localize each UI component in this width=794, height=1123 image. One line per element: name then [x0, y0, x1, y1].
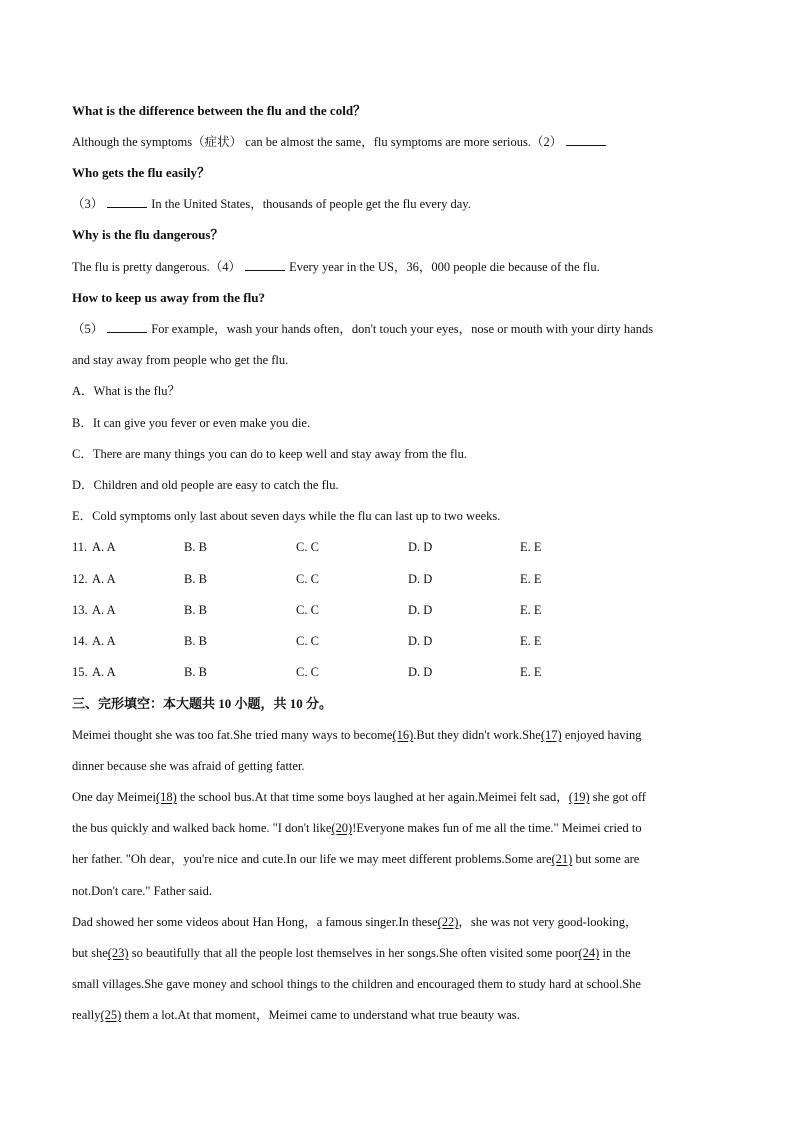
- choice-c[interactable]: C. C: [296, 540, 319, 554]
- answer-blank-5: [107, 320, 147, 333]
- cloze-p2-line3: her father. "Oh dear，you're nice and cute.In our life we may meet different problems.Some are(21) but some are: [72, 852, 640, 866]
- choice-a[interactable]: A. A: [92, 665, 116, 679]
- cloze-p2-line2: the bus quickly and walked back home. "I don't like(20)!Everyone makes fun of me all the time." Meimei cried to: [72, 821, 642, 835]
- blank-23[interactable]: (23): [107, 946, 129, 960]
- paragraph-how-line2: and stay away from people who get the flu.: [72, 353, 289, 367]
- choice-b[interactable]: B. B: [184, 634, 207, 648]
- option-a: A．What is the flu？: [72, 384, 180, 398]
- cloze-p3-line3: small villages.She gave money and school things to the children and encouraged them to study hard at school.She: [72, 977, 641, 991]
- cloze-p2-line1: One day Meimei(18) the school bus.At that time some boys laughed at her again.Meimei felt sad，(19) she got off: [72, 790, 646, 804]
- paragraph-why: The flu is pretty dangerous.（4） Every year in the US，36，000 people die because of the flu.: [72, 260, 600, 274]
- blank-21[interactable]: (21): [551, 852, 573, 866]
- blank-24[interactable]: (24): [578, 946, 600, 960]
- blank-18[interactable]: (18): [156, 790, 177, 804]
- choice-b[interactable]: B. B: [184, 603, 207, 617]
- choice-a[interactable]: A. A: [92, 634, 116, 648]
- option-b: B．It can give you fever or even make you die.: [72, 416, 311, 430]
- blank-22[interactable]: (22): [437, 915, 459, 929]
- cloze-p2-line4: not.Don't care." Father said.: [72, 884, 212, 898]
- choice-c[interactable]: C. C: [296, 603, 319, 617]
- choice-d[interactable]: D. D: [408, 540, 433, 554]
- choice-a[interactable]: A. A: [92, 540, 116, 554]
- cloze-p3-line1: Dad showed her some videos about Han Hong，a famous singer.In these(22)，she was not very good-looking，: [72, 915, 638, 929]
- paragraph-who: （3） In the United States，thousands of people get the flu every day.: [72, 197, 471, 211]
- choice-a[interactable]: A. A: [92, 572, 116, 586]
- blank-16[interactable]: (16): [392, 728, 414, 742]
- answer-blank-4: [245, 258, 285, 271]
- choice-d[interactable]: D. D: [408, 665, 433, 679]
- choice-c[interactable]: C. C: [296, 572, 319, 586]
- choice-c[interactable]: C. C: [296, 665, 319, 679]
- choice-d[interactable]: D. D: [408, 572, 433, 586]
- option-e: E．Cold symptoms only last about seven days while the flu can last up to two weeks.: [72, 509, 501, 523]
- choice-e[interactable]: E. E: [520, 572, 542, 586]
- cloze-p1-line2: dinner because she was afraid of getting fatter.: [72, 759, 305, 773]
- question-heading-how: How to keep us away from the flu?: [72, 290, 265, 305]
- cloze-p3-line4: really(25) them a lot.At that moment，Meimei came to understand what true beauty was.: [72, 1008, 520, 1022]
- choice-c[interactable]: C. C: [296, 634, 319, 648]
- option-c: C．There are many things you can do to keep well and stay away from the flu.: [72, 447, 468, 461]
- option-d: D．Children and old people are easy to catch the flu.: [72, 478, 339, 492]
- question-heading-why: Why is the flu dangerous？: [72, 227, 224, 242]
- choice-e[interactable]: E. E: [520, 634, 542, 648]
- choice-e[interactable]: E. E: [520, 603, 542, 617]
- choice-e[interactable]: E. E: [520, 540, 542, 554]
- paragraph-how-line1: （5） For example，wash your hands often，don't touch your eyes，nose or mouth with your dirty hands: [72, 322, 654, 336]
- paragraph-difference: Although the symptoms（症状） can be almost the same，flu symptoms are more serious.（2）: [72, 132, 610, 152]
- choice-a[interactable]: A. A: [92, 603, 116, 617]
- choice-b[interactable]: B. B: [184, 665, 207, 679]
- document-page: What is the difference between the flu and the cold？ Although the symptoms（症状） can be almost the same，flu symptoms are more serious.（2） Who gets the flu easily？ （3） In the United States，thousands of people get the flu every day. Why is the flu dangerous？ The flu is pretty dangerous.（4） Every year in the US，36，000 people die because of the flu. How to keep us away from the flu? （5） For example，wash your hands often，don't touch your eyes，nose or mouth with your dirty hands and stay away from people who get the flu. A．What is the flu？ B．It can give you fever or even make you die. C．There are many things you can do to keep well and stay away from the flu. D．Children and old people are easy to catch the flu. E．Cold symptoms only last about seven days while the flu can last up to two weeks. 11. A. A B. B C. C D. D E. E 12. A. A B. B C. C D. D E. E 13. A. A B. B C. C D. D E. E 14. A. A B. B C. C D. D E. E 15. A. A B. B C. C D. D E. E 三、完形填空：本大题共 10 小题，共 10 分。 Meimei thought she was too fat.She tried many ways to become(16).But they didn't work.She(17) enjoyed having dinner because she was afraid of getting fatter. One day Meimei(18) the school bus.At that time some boys laughed at her again.Meimei felt sad，(19) she got off the bus quickly and walked back home. "I don't like(20)!Everyone makes fun of me all the time." Meimei cried to her father. "Oh dear，you're nice and cute.In our life we may meet different problems.Some are(21) but some are not.Don't care." Father said. Dad showed her some videos about Han Hong，a famous singer.In these(22)，she was not very good-looking， but she(23) so beautifully that all the people lost themselves in her songs.She often visited some poor(24) in the small villages.She gave money and school things to the children and encouraged them to study hard at school.She really(25) them a lot.At that moment，Meimei came to understand what true beauty was.: [0, 0, 794, 1123]
- blank-25[interactable]: (25): [100, 1008, 122, 1022]
- question-heading-difference: What is the difference between the flu and the cold？: [72, 103, 367, 118]
- cloze-p3-line2: but she(23) so beautifully that all the people lost themselves in her songs.She often visited some poor(24) in the: [72, 946, 631, 960]
- choice-d[interactable]: D. D: [408, 634, 433, 648]
- answer-blank-2: [566, 133, 606, 146]
- question-heading-who: Who gets the flu easily？: [72, 165, 210, 180]
- choice-b[interactable]: B. B: [184, 572, 207, 586]
- section-heading-cloze: 三、完形填空：本大题共 10 小题，共 10 分。: [72, 696, 333, 711]
- blank-20[interactable]: (20): [331, 821, 353, 835]
- choice-d[interactable]: D. D: [408, 603, 433, 617]
- blank-17[interactable]: (17): [540, 728, 562, 742]
- blank-19[interactable]: (19): [568, 790, 590, 804]
- cloze-p1-line1: Meimei thought she was too fat.She tried many ways to become(16).But they didn't work.She(17) enjoyed having: [72, 728, 642, 742]
- answer-blank-3: [107, 195, 147, 208]
- choice-e[interactable]: E. E: [520, 665, 542, 679]
- choice-b[interactable]: B. B: [184, 540, 207, 554]
